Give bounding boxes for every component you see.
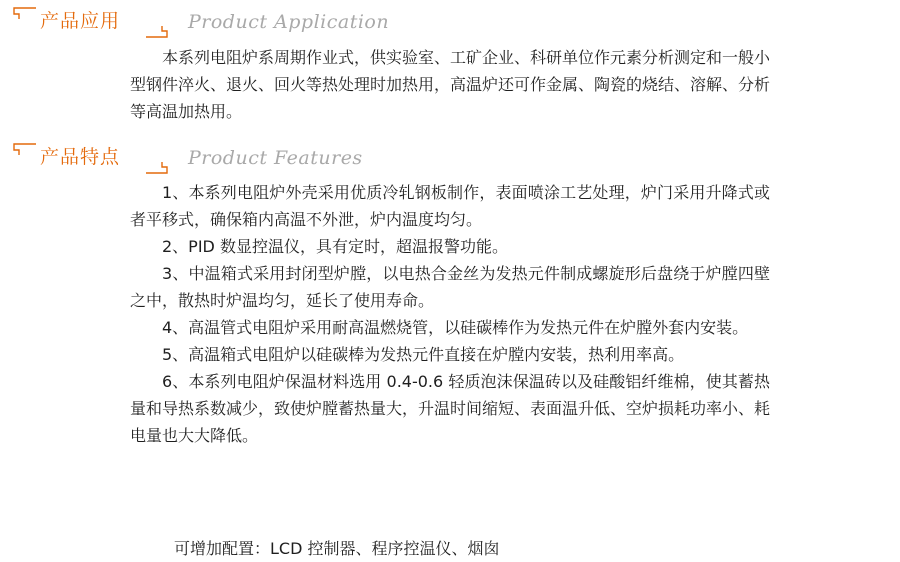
application-title-en: Product Application	[188, 11, 390, 33]
feature-item: 5、高温箱式电阻炉以硅碳棒为发热元件直接在炉膛内安装，热利用率高。	[162, 345, 685, 364]
feature-item: 3、中温箱式采用封闭型炉膛，以电热合金丝为发热元件制成螺旋形后盘绕于炉膛四壁之中，散热时炉温均匀，延长了使用寿命。	[130, 264, 770, 310]
application-title-cn: 产品应用	[40, 10, 121, 32]
feature-item: 1、本系列电阻炉外壳采用优质冷轧钢板制作，表面喷涂工艺处理，炉门采用升降式或者平移式，确保箱内高温不外泄，炉内温度均匀。	[130, 183, 770, 229]
optional-config-line: 可增加配置：LCD 控制器、程序控温仪、烟囱	[174, 539, 500, 558]
features-title-cn: 产品特点	[40, 146, 121, 168]
features-title-badge	[12, 142, 172, 176]
feature-item: 2、PID 数显控温仪，具有定时，超温报警功能。	[162, 237, 508, 256]
features-section-header	[12, 142, 512, 176]
application-title-badge	[12, 6, 172, 40]
feature-item: 4、高温管式电阻炉采用耐高温燃烧管，以硅碳棒作为发热元件在炉膛外套内安装。	[162, 318, 749, 337]
application-paragraph: 本系列电阻炉系周期作业式，供实验室、工矿企业、科研单位作元素分析测定和一般小型钢件淬火、退火、回火等热处理时加热用，高温炉还可作金属、陶瓷的烧结、溶解、分析等高温加热用。	[130, 48, 771, 121]
application-section-header	[12, 6, 512, 40]
features-title-en: Product Features	[188, 147, 363, 169]
feature-item: 6、本系列电阻炉保温材料选用 0.4-0.6 轻质泡沫保温砖以及硅酸铝纤维棉，使其蓄热量和导热系数减少，致使炉膛蓄热量大，升温时间缩短、表面温升低、空炉损耗功率小、耗电量也大大降低。	[130, 372, 771, 445]
features-list	[130, 179, 770, 449]
application-body	[130, 44, 770, 125]
